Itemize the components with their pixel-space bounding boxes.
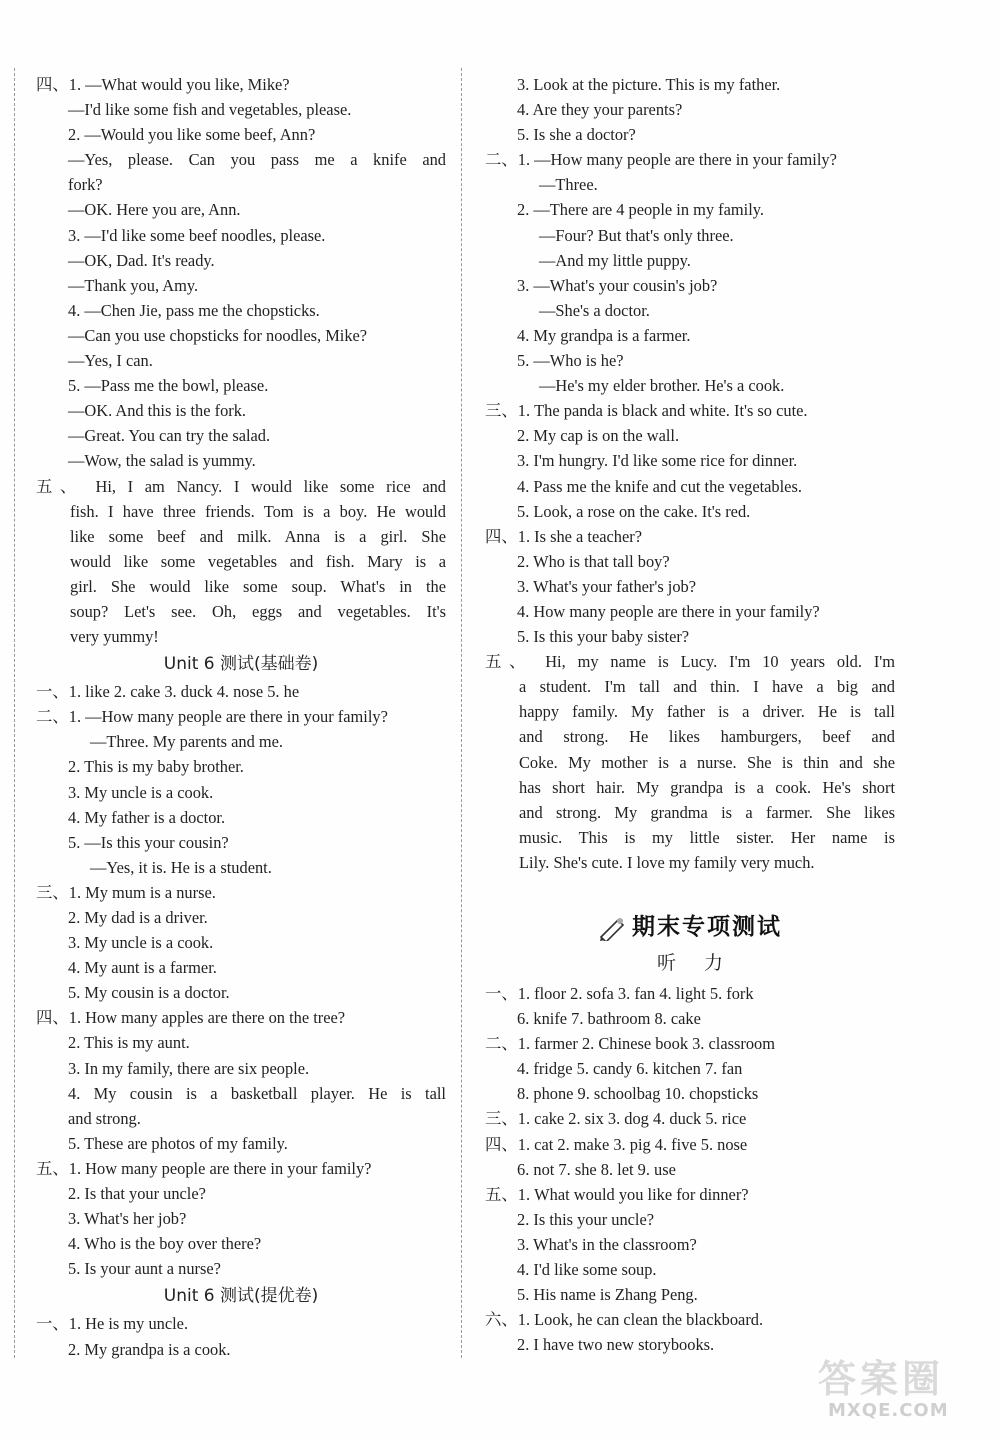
answer-line: 4. My grandpa is a farmer. bbox=[517, 325, 691, 345]
answer-line: 3. What's your father's job? bbox=[517, 576, 697, 596]
left-column bbox=[36, 72, 446, 1362]
answer-line: 4. fridge 5. candy 6. kitchen 7. fan bbox=[517, 1059, 743, 1079]
answer-line: 一、1. like 2. cake 3. duck 4. nose 5. he bbox=[36, 682, 300, 702]
left-answer-block-1 bbox=[36, 72, 446, 649]
answer-line: 3. Look at the picture. This is my father. bbox=[517, 75, 781, 94]
answer-line: like some beef and milk. Anna is a girl. She bbox=[70, 526, 446, 546]
answer-line: —Yes, I can. bbox=[68, 351, 153, 371]
final-test-heading bbox=[485, 875, 895, 941]
answer-line: a student. I'm tall and thin. I have a big and bbox=[519, 677, 895, 697]
answer-line: 4. —Chen Jie, pass me the chopsticks. bbox=[68, 300, 320, 320]
answer-line: —And my little puppy. bbox=[539, 250, 691, 270]
answer-line: 3. I'm hungry. I'd like some rice for dinner. bbox=[517, 451, 798, 471]
answer-line: 五、1. How many people are there in your family? bbox=[36, 1158, 372, 1178]
answer-line: 二、1. farmer 2. Chinese book 3. classroom bbox=[485, 1034, 775, 1054]
answer-line: 5. —Is this your cousin? bbox=[68, 832, 229, 852]
answer-line: 一、1. floor 2. sofa 3. fan 4. light 5. fork bbox=[485, 984, 754, 1003]
column-divider bbox=[461, 68, 462, 1358]
answer-line: —He's my elder brother. He's a cook. bbox=[539, 376, 785, 396]
answer-line: 4. Who is the boy over there? bbox=[68, 1234, 262, 1254]
answer-line: 5. His name is Zhang Peng. bbox=[517, 1285, 698, 1305]
answer-line: fork? bbox=[68, 175, 103, 195]
answer-line: 4. My father is a doctor. bbox=[68, 807, 226, 827]
answer-line: 三、1. The panda is black and white. It's so cute. bbox=[485, 401, 808, 421]
answer-line: —I'd like some fish and vegetables, please. bbox=[68, 100, 352, 120]
answer-line: 2. —There are 4 people in my family. bbox=[517, 200, 764, 220]
answer-line: 4. Are they your parents? bbox=[517, 100, 683, 120]
answer-line: and strong. My grandma is a farmer. She likes bbox=[519, 802, 895, 822]
answer-line: 2. This is my baby brother. bbox=[68, 757, 244, 777]
answer-line: —Yes, please. Can you pass me a knife and bbox=[68, 150, 446, 170]
answer-line: 5. Look, a rose on the cake. It's red. bbox=[517, 501, 751, 521]
watermark-text: 答案圈 bbox=[818, 1357, 945, 1401]
watermark-url: MXQE.COM bbox=[828, 1400, 949, 1421]
answer-line: 4. How many people are there in your family? bbox=[517, 601, 820, 621]
answer-line: Coke. My mother is a nurse. She is thin and she bbox=[519, 752, 895, 772]
answer-line: 8. phone 9. schoolbag 10. chopsticks bbox=[517, 1084, 759, 1104]
answer-line: 3. In my family, there are six people. bbox=[68, 1058, 310, 1078]
answer-line: happy family. My father is a driver. He is tall bbox=[519, 702, 895, 722]
watermark-logo bbox=[808, 1344, 988, 1434]
answer-line: —OK. Here you are, Ann. bbox=[68, 200, 241, 220]
final-test-title: 期末专项测试 bbox=[632, 914, 782, 940]
answer-line: 4. I'd like some soup. bbox=[517, 1260, 657, 1280]
answer-line: 三、1. My mum is a nurse. bbox=[36, 882, 216, 902]
answer-line: 5. —Pass me the bowl, please. bbox=[68, 376, 269, 396]
answer-line: 6. knife 7. bathroom 8. cake bbox=[517, 1009, 701, 1029]
answer-line: very yummy! bbox=[70, 627, 159, 647]
answer-line: 3. My uncle is a cook. bbox=[68, 933, 214, 953]
answer-line: and strong. He likes hamburgers, beef and bbox=[519, 727, 895, 747]
answer-line: 二、1. —How many people are there in your family? bbox=[36, 707, 388, 727]
answer-line: 5. Is this your baby sister? bbox=[517, 627, 690, 647]
right-column bbox=[485, 72, 895, 1357]
right-answer-block-1 bbox=[485, 72, 895, 875]
answer-line: —Great. You can try the salad. bbox=[68, 426, 271, 446]
answer-line: would like some vegetables and fish. Mary is a bbox=[70, 551, 446, 571]
answer-line: 3. What's her job? bbox=[68, 1209, 187, 1229]
answer-line: —Three. bbox=[539, 175, 598, 195]
answer-line: 2. —Would you like some beef, Ann? bbox=[68, 125, 316, 145]
answer-line: 五、 Hi, I am Nancy. I would like some rice and bbox=[36, 476, 446, 496]
answer-line: 三、1. cake 2. six 3. dog 4. duck 5. rice bbox=[485, 1109, 747, 1129]
answer-line: 4. My aunt is a farmer. bbox=[68, 958, 217, 978]
left-margin-divider bbox=[14, 68, 15, 1358]
answer-line: 六、1. Look, he can clean the blackboard. bbox=[485, 1310, 764, 1330]
answer-line: Lily. She's cute. I love my family very much. bbox=[519, 852, 815, 872]
answer-line: —Three. My parents and me. bbox=[90, 732, 283, 752]
answer-line: 3. My uncle is a cook. bbox=[68, 782, 214, 802]
answer-line: 四、1. —What would you like, Mike? bbox=[36, 75, 290, 94]
answer-line: 五、 Hi, my name is Lucy. I'm 10 years old. I'm bbox=[485, 652, 895, 672]
answer-line: 2. This is my aunt. bbox=[68, 1033, 190, 1053]
answer-line: 3. —What's your cousin's job? bbox=[517, 275, 718, 295]
answer-line: —Can you use chopsticks for noodles, Mike? bbox=[68, 325, 368, 345]
answer-line: 4. Pass me the knife and cut the vegetables. bbox=[517, 476, 802, 496]
answer-line: 四、1. cat 2. make 3. pig 4. five 5. nose bbox=[485, 1134, 748, 1154]
answer-line: 2. Is that your uncle? bbox=[68, 1184, 206, 1204]
listening-heading: 听力 bbox=[656, 952, 751, 974]
answer-line: 2. My grandpa is a cook. bbox=[68, 1339, 231, 1359]
answer-line: 2. I have two new storybooks. bbox=[517, 1335, 715, 1355]
answer-line: 2. My dad is a driver. bbox=[68, 908, 208, 927]
answer-line: 3. —I'd like some beef noodles, please. bbox=[68, 225, 326, 245]
answer-line: fish. I have three friends. Tom is a boy. He would bbox=[70, 501, 446, 521]
answer-line: 5. My cousin is a doctor. bbox=[68, 983, 230, 1003]
unit6-basic-heading: Unit 6 测试(基础卷) bbox=[163, 654, 319, 675]
answer-line: —OK, Dad. It's ready. bbox=[68, 250, 215, 270]
pen-icon bbox=[598, 915, 628, 941]
answer-line: 四、1. Is she a teacher? bbox=[485, 526, 643, 546]
answer-line: 5. —Who is he? bbox=[517, 351, 624, 371]
answer-line: 4. My cousin is a basketball player. He is tall bbox=[68, 1083, 446, 1103]
answer-line: —Wow, the salad is yummy. bbox=[68, 451, 256, 471]
answer-line: 四、1. How many apples are there on the tree? bbox=[36, 1008, 346, 1028]
answer-line: soup? Let's see. Oh, eggs and vegetables. It's bbox=[70, 601, 446, 621]
answer-line: —Yes, it is. He is a student. bbox=[90, 857, 272, 877]
answer-line: 2. My cap is on the wall. bbox=[517, 426, 680, 446]
answer-line: 2. Is this your uncle? bbox=[517, 1209, 655, 1229]
unit6-advanced-heading: Unit 6 测试(提优卷) bbox=[163, 1286, 319, 1307]
right-answer-block-2 bbox=[485, 981, 895, 1357]
answer-line: —Four? But that's only three. bbox=[539, 225, 734, 245]
answer-line: 五、1. What would you like for dinner? bbox=[485, 1184, 749, 1204]
left-answer-block-3 bbox=[36, 1311, 446, 1361]
answer-line: has short hair. My grandpa is a cook. He's short bbox=[519, 777, 895, 797]
answer-line: 2. Who is that tall boy? bbox=[517, 551, 670, 571]
answer-line: girl. She would like some soup. What's in the bbox=[70, 576, 446, 596]
answer-line: 一、1. He is my uncle. bbox=[36, 1314, 189, 1334]
answer-line: —OK. And this is the fork. bbox=[68, 401, 247, 421]
answer-line: —She's a doctor. bbox=[539, 300, 650, 320]
answer-line: 6. not 7. she 8. let 9. use bbox=[517, 1159, 676, 1179]
answer-line: 5. These are photos of my family. bbox=[68, 1133, 288, 1153]
answer-line: and strong. bbox=[68, 1108, 141, 1128]
left-answer-block-2 bbox=[36, 679, 446, 1281]
answer-line: 5. Is your aunt a nurse? bbox=[68, 1259, 221, 1279]
answer-line: 3. What's in the classroom? bbox=[517, 1234, 697, 1254]
answer-line: —Thank you, Amy. bbox=[68, 275, 199, 295]
answer-line: 二、1. —How many people are there in your family? bbox=[485, 150, 837, 170]
answer-line: 5. Is she a doctor? bbox=[517, 125, 636, 145]
answer-line: music. This is my little sister. Her name is bbox=[519, 827, 895, 847]
